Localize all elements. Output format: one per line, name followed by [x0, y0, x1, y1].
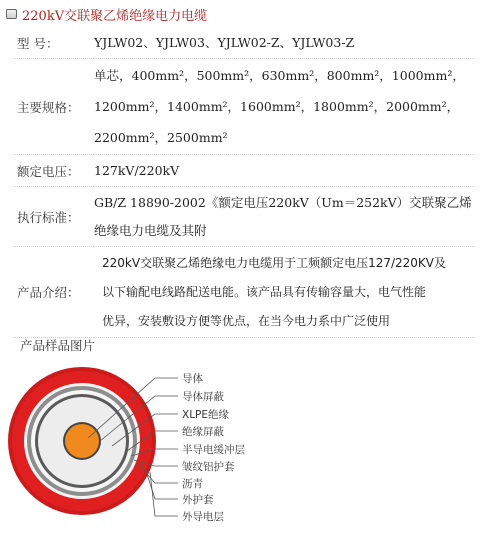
layer-label-conductor: 导体 [182, 373, 203, 385]
spec-label-rated-voltage: 额定电压： [13, 155, 94, 187]
layer-label-asphalt: 沥青 [182, 478, 203, 490]
intro-line: 以下输配电线路配送电能。该产品具有传输容量大，电气性能 [102, 284, 427, 299]
page-title-text: 220kV交联聚乙烯绝缘电力电缆 [22, 8, 208, 24]
spec-value-rated-voltage: 127kV/220kV [94, 155, 475, 187]
title-square-icon [6, 9, 17, 19]
spec-line: 2200mm²，2500mm² [94, 130, 228, 145]
spec-line: GB/Z 18890-2002《额定电压220kV（Um＝252kV）交联聚乙烯 [94, 194, 472, 210]
layer-label-outer-sheath: 外护套 [182, 494, 214, 506]
layer-label-xlpe: XLPE绝缘 [182, 409, 230, 421]
intro-line: 优异，安装敷设方便等优点，在当今电力系中广泛使用 [102, 313, 391, 328]
spec-value-intro [94, 247, 475, 338]
spec-value-main-specs [94, 59, 475, 155]
layer-label-outer-conductive: 外导电层 [182, 511, 224, 523]
layer-label-buffer: 半导电缓冲层 [182, 444, 245, 456]
spec-line: 绝缘电力电缆及其附 [94, 222, 207, 238]
spec-label-standard: 执行标准： [13, 187, 94, 247]
spec-label-intro: 产品介绍： [13, 247, 94, 338]
layer-label-aluminum-sheath: 皱纹铝护套 [182, 461, 235, 473]
spec-row-model [13, 27, 475, 59]
layer-label-insulation-screen: 绝缘屏蔽 [182, 426, 224, 438]
gallery-label: 产品样品图片 [20, 338, 96, 353]
cable-cross-section-image [0, 356, 300, 552]
spec-value-standard [94, 187, 475, 247]
conductor-core [65, 424, 99, 458]
spec-row-intro [13, 247, 475, 338]
intro-line: 220kV交联聚乙烯绝缘电力电缆用于工频额定电压127/220KV及 [102, 255, 446, 270]
leader-line [150, 472, 178, 516]
spec-table [13, 27, 475, 338]
spec-line: 单芯，400mm²，500mm²，630mm²，800mm²，1000mm²， [94, 68, 465, 83]
spec-row-rated-voltage [13, 155, 475, 187]
spec-line: 1200mm²，1400mm²，1600mm²，1800mm²，2000mm²， [94, 99, 460, 114]
spec-label-main-specs: 主要规格： [13, 59, 94, 155]
layer-label-conductor-screen: 导体屏蔽 [182, 391, 224, 403]
spec-value-model: YJLW02、YJLW03、YJLW02-Z、YJLW03-Z [94, 27, 475, 59]
spec-row-standard [13, 187, 475, 247]
page-title [6, 5, 207, 23]
spec-label-model: 型 号： [13, 27, 94, 59]
spec-row-main-specs [13, 59, 475, 155]
